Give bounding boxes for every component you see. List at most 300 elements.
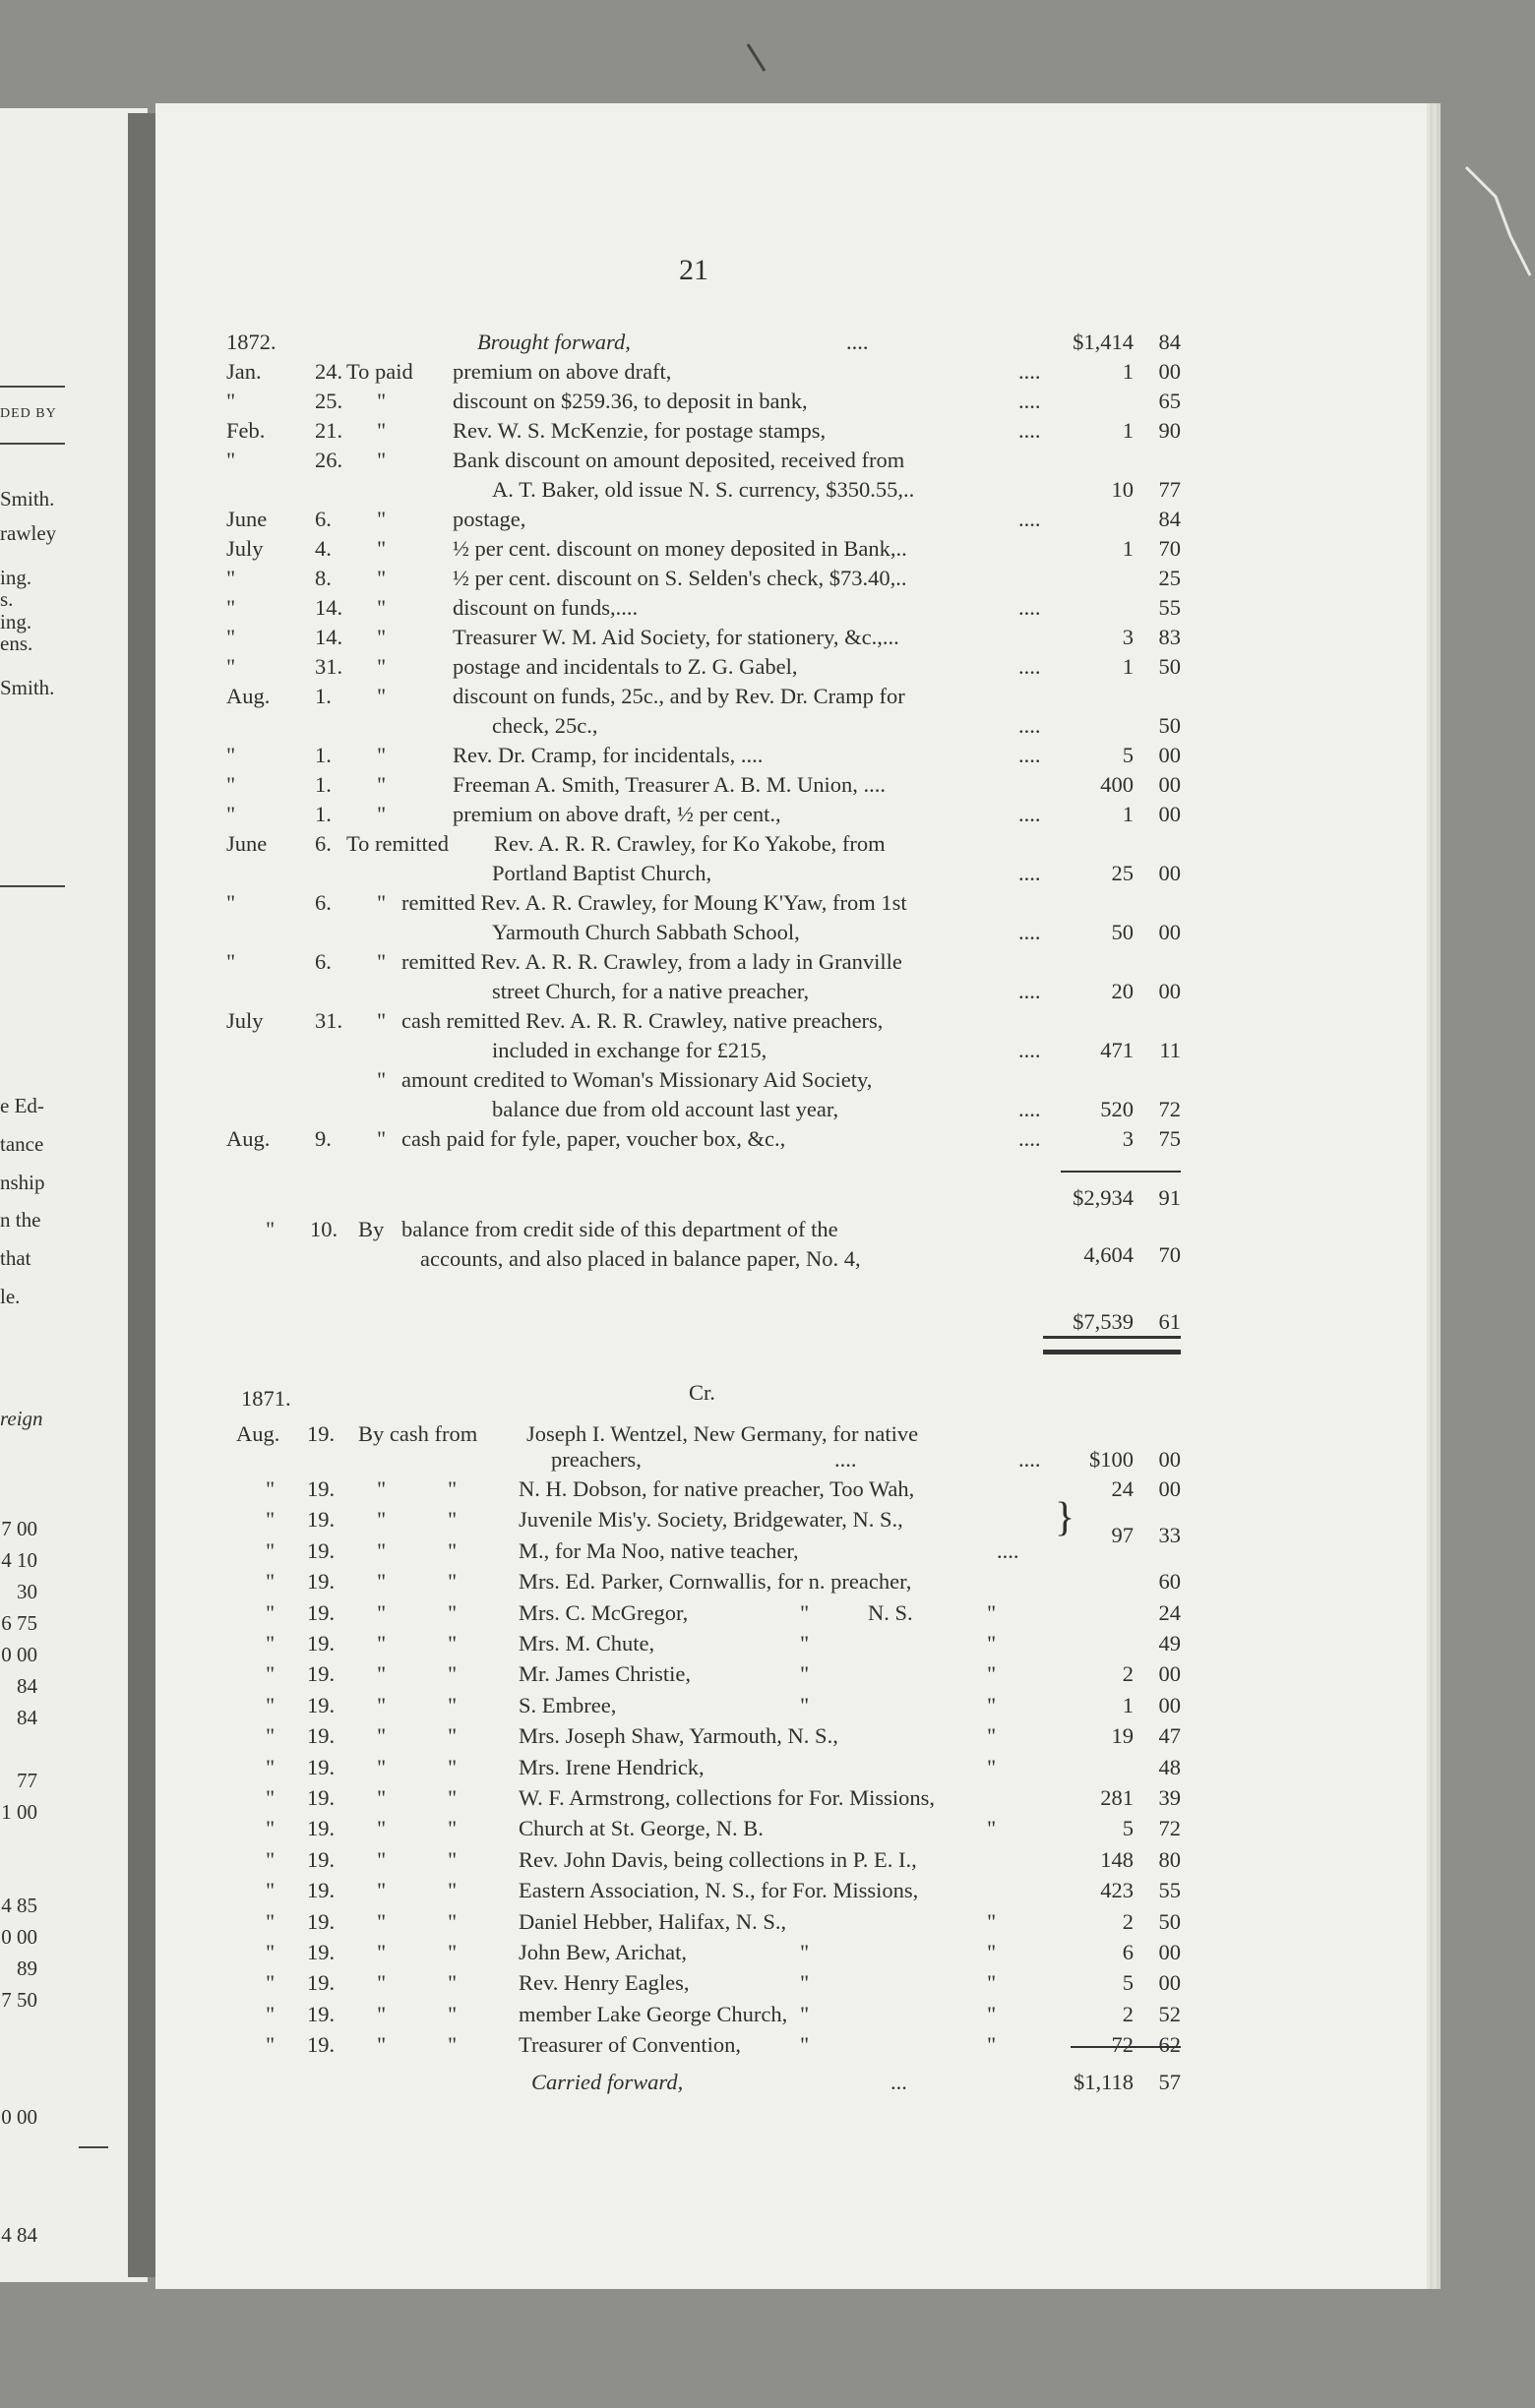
entry-description: S. Embree, bbox=[519, 1693, 617, 1717]
left-page-amount: 4 10 bbox=[1, 1548, 37, 1572]
ditto-mark: " bbox=[377, 1538, 387, 1563]
entry-amount-dollars: 5 bbox=[1122, 743, 1134, 767]
entry-description-continued: accounts, and also placed in balance paper, No. 4, bbox=[420, 1246, 861, 1271]
entry-amount-cents: 47 bbox=[1158, 1723, 1181, 1748]
ditto-mark: " bbox=[987, 1940, 997, 1964]
entry-day: 6. bbox=[315, 831, 332, 856]
entry-description: Juvenile Mis'y. Society, Bridgewater, N. S., bbox=[519, 1507, 903, 1532]
entry-type: " bbox=[377, 625, 387, 649]
entry-day: 10. bbox=[310, 1217, 338, 1241]
entry-type: " bbox=[377, 654, 387, 679]
entry-description-continued: balance due from old account last year, bbox=[492, 1097, 839, 1121]
entry-description: discount on funds,.... bbox=[453, 595, 639, 620]
entry-day: 19. bbox=[307, 1507, 336, 1532]
entry-day: 9. bbox=[315, 1126, 332, 1151]
entry-day: 6. bbox=[315, 890, 332, 915]
entry-type: " bbox=[377, 566, 387, 590]
entry-place: N. S. bbox=[868, 1600, 913, 1625]
leader-dots: .... bbox=[1018, 1097, 1041, 1121]
balance-dollars: 4,604 bbox=[1083, 1242, 1134, 1267]
entry-amount-cents: 33 bbox=[1158, 1523, 1181, 1547]
entry-month: Feb. bbox=[226, 418, 266, 443]
debris-mark bbox=[1456, 148, 1535, 305]
balance-cents: 70 bbox=[1158, 1242, 1181, 1267]
leader-dots: .... bbox=[1018, 1038, 1041, 1062]
entry-type: To paid bbox=[346, 359, 413, 384]
leader-dots: .... bbox=[1018, 507, 1041, 531]
entry-month: " bbox=[266, 1631, 276, 1656]
entry-description: Joseph I. Wentzel, New Germany, for native bbox=[526, 1421, 919, 1446]
entry-amount-dollars: 19 bbox=[1111, 1723, 1134, 1748]
entry-month: " bbox=[266, 1940, 276, 1964]
entry-description: Freeman A. Smith, Treasurer A. B. M. Union, .... bbox=[453, 772, 887, 797]
entry-amount-dollars: 1 bbox=[1122, 536, 1134, 561]
left-page-header-label: DED BY bbox=[0, 406, 57, 421]
entry-day: 19. bbox=[307, 1476, 336, 1501]
ditto-mark: " bbox=[377, 1661, 387, 1686]
leader-dots: .... bbox=[1018, 1126, 1041, 1151]
entry-type: " bbox=[377, 448, 387, 472]
brought-forward-label: Brought forward, bbox=[477, 330, 631, 354]
ditto-mark: " bbox=[987, 1693, 997, 1717]
entry-amount-cents: 52 bbox=[1158, 2002, 1181, 2026]
entry-month: " bbox=[266, 1476, 276, 1501]
entry-description: Church at St. George, N. B. bbox=[519, 1816, 764, 1840]
leader-dots: .... bbox=[997, 1538, 1019, 1563]
credit-heading: Cr. bbox=[689, 1380, 715, 1405]
entry-type: " bbox=[377, 507, 387, 531]
entry-description-continued: Portland Baptist Church, bbox=[492, 861, 712, 885]
left-page-amount: 7 50 bbox=[1, 1988, 37, 2012]
entry-amount-cents: 25 bbox=[1158, 566, 1181, 590]
subtotal-rule bbox=[1061, 1171, 1181, 1173]
entry-description-continued: Yarmouth Church Sabbath School, bbox=[492, 920, 800, 944]
entry-description: amount credited to Woman's Missionary Aid Society, bbox=[401, 1067, 873, 1092]
ditto-mark: " bbox=[987, 1723, 997, 1748]
ditto-mark: " bbox=[800, 1600, 810, 1625]
left-page-fragment: s. bbox=[0, 587, 14, 611]
entry-type: " bbox=[377, 743, 387, 767]
ditto-mark: " bbox=[448, 2002, 458, 2026]
entry-amount-dollars: 1 bbox=[1122, 418, 1134, 443]
entry-description: Mrs. M. Chute, bbox=[519, 1631, 655, 1656]
left-page-fragment: Smith. bbox=[0, 487, 55, 511]
entry-month: " bbox=[266, 1755, 276, 1779]
leader-dots: .... bbox=[1018, 861, 1041, 885]
carried-forward-cents: 57 bbox=[1158, 2070, 1181, 2094]
ditto-mark: " bbox=[377, 1600, 387, 1625]
ditto-mark: " bbox=[377, 1909, 387, 1934]
left-page-amount: 89 bbox=[17, 1956, 37, 1980]
entry-amount-dollars: 50 bbox=[1111, 920, 1134, 944]
entry-day: 31. bbox=[315, 1008, 343, 1033]
ditto-mark: " bbox=[800, 1661, 810, 1686]
entry-amount-dollars: 1 bbox=[1122, 802, 1134, 826]
brought-forward-cents: 84 bbox=[1158, 330, 1181, 354]
entry-day: 1. bbox=[315, 772, 332, 797]
ditto-mark: " bbox=[377, 1693, 387, 1717]
entry-amount-cents: 39 bbox=[1158, 1785, 1181, 1810]
entry-day: 25. bbox=[315, 389, 343, 413]
left-page-fragment: ens. bbox=[0, 632, 33, 655]
entry-amount-dollars: 10 bbox=[1111, 477, 1134, 502]
ditto-mark: " bbox=[800, 1940, 810, 1964]
entry-description: discount on $259.36, to deposit in bank, bbox=[453, 389, 808, 413]
entry-month: " bbox=[266, 1507, 276, 1532]
entry-description-continued: A. T. Baker, old issue N. S. currency, $350.55,.. bbox=[492, 477, 915, 502]
entry-day: 19. bbox=[307, 1878, 336, 1902]
entry-amount-dollars: 400 bbox=[1100, 772, 1134, 797]
ditto-mark: " bbox=[448, 1755, 458, 1779]
entry-type: " bbox=[377, 949, 387, 974]
entry-description: ½ per cent. discount on S. Selden's check, $73.40,.. bbox=[453, 566, 907, 590]
entry-amount-cents: 00 bbox=[1158, 743, 1181, 767]
left-page-amount: 84 bbox=[17, 1674, 37, 1698]
entry-amount-cents: 55 bbox=[1158, 595, 1181, 620]
ditto-mark: " bbox=[987, 1600, 997, 1625]
ditto-mark: " bbox=[377, 1816, 387, 1840]
entry-description: balance from credit side of this department of the bbox=[401, 1217, 838, 1241]
entry-type: " bbox=[377, 1008, 387, 1033]
entry-amount-cents: 49 bbox=[1158, 1631, 1181, 1656]
entry-description: Rev. W. S. McKenzie, for postage stamps, bbox=[453, 418, 827, 443]
entry-description: Mrs. Ed. Parker, Cornwallis, for n. preacher, bbox=[519, 1569, 912, 1594]
ditto-mark: " bbox=[448, 1723, 458, 1748]
ditto-mark: " bbox=[377, 1631, 387, 1656]
entry-day: 19. bbox=[307, 1693, 336, 1717]
entry-day: 19. bbox=[307, 1600, 336, 1625]
entry-type: " bbox=[377, 772, 387, 797]
credit-year: 1871. bbox=[241, 1386, 291, 1411]
entry-month: " bbox=[226, 595, 236, 620]
entry-amount-cents: 48 bbox=[1158, 1755, 1181, 1779]
ditto-mark: " bbox=[448, 1785, 458, 1810]
entry-day: 19. bbox=[307, 1970, 336, 1995]
entry-amount-dollars: 3 bbox=[1122, 625, 1134, 649]
entry-month: " bbox=[226, 949, 236, 974]
leader-dots: .... bbox=[1018, 418, 1041, 443]
credit-subtotal-rule bbox=[1071, 2046, 1181, 2048]
entry-description-continued: preachers, bbox=[551, 1447, 642, 1472]
entry-amount-cents: 62 bbox=[1158, 2032, 1181, 2057]
brought-forward-dollars: $1,414 bbox=[1073, 330, 1134, 354]
ditto-mark: " bbox=[987, 1970, 997, 1995]
page-number: 21 bbox=[679, 254, 708, 286]
entry-description: Rev. Dr. Cramp, for incidentals, .... bbox=[453, 743, 764, 767]
leader-dots: ... bbox=[890, 2070, 907, 2094]
ditto-mark: " bbox=[987, 2002, 997, 2026]
entry-day: 19. bbox=[307, 2032, 336, 2057]
entry-month: " bbox=[226, 802, 236, 826]
ditto-mark: " bbox=[448, 1816, 458, 1840]
ditto-mark: " bbox=[448, 1878, 458, 1902]
entry-description: Mrs. Joseph Shaw, Yarmouth, N. S., bbox=[519, 1723, 838, 1748]
carried-forward-dollars: $1,118 bbox=[1073, 2070, 1134, 2094]
entry-type: " bbox=[377, 1126, 387, 1151]
ditto-mark: " bbox=[800, 2032, 810, 2057]
entry-amount-dollars: 97 bbox=[1111, 1523, 1134, 1547]
entry-day: 19. bbox=[307, 1421, 336, 1446]
ditto-mark: " bbox=[987, 1816, 997, 1840]
debit-subtotal-cents: 91 bbox=[1158, 1185, 1181, 1210]
entry-month: " bbox=[226, 448, 236, 472]
entry-description: Bank discount on amount deposited, received from bbox=[453, 448, 905, 472]
ditto-mark: " bbox=[377, 1940, 387, 1964]
entry-amount-cents: 00 bbox=[1158, 1661, 1181, 1686]
entry-month: " bbox=[226, 566, 236, 590]
leader-dots: .... bbox=[1018, 743, 1041, 767]
entry-description: W. F. Armstrong, collections for For. Missions, bbox=[519, 1785, 936, 1810]
ditto-mark: " bbox=[448, 1940, 458, 1964]
left-page-amount: 7 00 bbox=[1, 1517, 37, 1540]
left-page-amount: 0 00 bbox=[1, 1643, 37, 1666]
entry-month: " bbox=[266, 1693, 276, 1717]
entry-month: June bbox=[226, 831, 268, 856]
entry-description: Mrs. Irene Hendrick, bbox=[519, 1755, 705, 1779]
leader-dots: .... bbox=[1018, 389, 1041, 413]
entry-amount-dollars: 281 bbox=[1100, 1785, 1134, 1810]
entry-day: 14. bbox=[315, 625, 343, 649]
entry-day: 19. bbox=[307, 1847, 336, 1872]
entry-month: " bbox=[266, 2002, 276, 2026]
entry-description-continued: street Church, for a native preacher, bbox=[492, 979, 810, 1003]
entry-description: remitted Rev. A. R. Crawley, for Moung K'Yaw, from 1st bbox=[401, 890, 907, 915]
entry-day: 19. bbox=[307, 1909, 336, 1934]
entry-amount-dollars: 423 bbox=[1100, 1878, 1134, 1902]
entry-amount-cents: 50 bbox=[1158, 713, 1181, 738]
entry-amount-dollars: 5 bbox=[1122, 1970, 1134, 1995]
entry-description: Rev. Henry Eagles, bbox=[519, 1970, 690, 1995]
entry-description: premium on above draft, bbox=[453, 359, 672, 384]
entry-day: 1. bbox=[315, 743, 332, 767]
ditto-mark: " bbox=[800, 1693, 810, 1717]
entry-amount-dollars: $100 bbox=[1089, 1447, 1134, 1472]
entry-type: " bbox=[377, 595, 387, 620]
entry-day: 31. bbox=[315, 654, 343, 679]
entry-amount-cents: 00 bbox=[1158, 1447, 1181, 1472]
entry-description: premium on above draft, ½ per cent., bbox=[453, 802, 781, 826]
entry-description: postage and incidentals to Z. G. Gabel, bbox=[453, 654, 798, 679]
ditto-mark: " bbox=[800, 1631, 810, 1656]
entry-type: To remitted bbox=[346, 831, 450, 856]
entry-type: " bbox=[377, 684, 387, 708]
entry-day: 19. bbox=[307, 1785, 336, 1810]
entry-day: 8. bbox=[315, 566, 332, 590]
entry-day: 6. bbox=[315, 949, 332, 974]
entry-month: " bbox=[226, 389, 236, 413]
left-page-amount: 77 bbox=[17, 1769, 37, 1792]
debris-mark bbox=[743, 39, 772, 79]
left-page-fragment: e Ed- bbox=[0, 1094, 44, 1117]
ditto-mark: " bbox=[448, 1631, 458, 1656]
left-page-amount: 1 00 bbox=[1, 1800, 37, 1824]
entry-day: 6. bbox=[315, 507, 332, 531]
entry-amount-cents: 72 bbox=[1158, 1097, 1181, 1121]
entry-amount-dollars: 2 bbox=[1122, 1909, 1134, 1934]
left-page-amount: 6 75 bbox=[1, 1611, 37, 1635]
left-page-fragment: ing. bbox=[0, 610, 32, 633]
entry-description: postage, bbox=[453, 507, 526, 531]
entry-amount-dollars: 24 bbox=[1111, 1476, 1134, 1501]
entry-amount-dollars: 3 bbox=[1122, 1126, 1134, 1151]
entry-month: " bbox=[266, 1569, 276, 1594]
entry-amount-cents: 00 bbox=[1158, 1970, 1181, 1995]
entry-description: ½ per cent. discount on money deposited in Bank,.. bbox=[453, 536, 907, 561]
entry-type: " bbox=[377, 418, 387, 443]
leader-dots: .... bbox=[1018, 979, 1041, 1003]
entry-description: Eastern Association, N. S., for For. Missions, bbox=[519, 1878, 919, 1902]
entry-month: " bbox=[226, 625, 236, 649]
entry-description: N. H. Dobson, for native preacher, Too Wah, bbox=[519, 1476, 915, 1501]
entry-type: " bbox=[377, 1067, 387, 1092]
entry-month: " bbox=[266, 1600, 276, 1625]
left-page-fragment: n the bbox=[0, 1208, 41, 1232]
ditto-mark: " bbox=[448, 1970, 458, 1995]
entry-month: Aug. bbox=[226, 684, 271, 708]
entry-day: 26. bbox=[315, 448, 343, 472]
entry-day: 19. bbox=[307, 1755, 336, 1779]
entry-amount-cents: 00 bbox=[1158, 920, 1181, 944]
ditto-mark: " bbox=[448, 1693, 458, 1717]
entry-month: " bbox=[226, 743, 236, 767]
total-rule bbox=[1043, 1336, 1181, 1339]
left-page-amount: 0 00 bbox=[1, 1925, 37, 1949]
entry-month: " bbox=[266, 1847, 276, 1872]
ditto-mark: " bbox=[448, 1507, 458, 1532]
ditto-mark: " bbox=[377, 2032, 387, 2057]
left-page-fragment: Smith. bbox=[0, 676, 55, 699]
entry-month: " bbox=[266, 1878, 276, 1902]
entry-type: " bbox=[377, 890, 387, 915]
ditto-mark: " bbox=[987, 1631, 997, 1656]
entry-amount-cents: 70 bbox=[1158, 536, 1181, 561]
entry-month: " bbox=[266, 1217, 276, 1241]
leader-dots: .... bbox=[1018, 595, 1041, 620]
entry-description: Mr. James Christie, bbox=[519, 1661, 691, 1686]
leader-dots: .... bbox=[834, 1447, 857, 1472]
entry-amount-cents: 72 bbox=[1158, 1816, 1181, 1840]
entry-month: July bbox=[226, 536, 264, 561]
ditto-mark: " bbox=[448, 1538, 458, 1563]
entry-amount-dollars: 520 bbox=[1100, 1097, 1134, 1121]
entry-month: " bbox=[266, 1723, 276, 1748]
left-page-fragment: that bbox=[0, 1246, 31, 1270]
ditto-mark: " bbox=[377, 1970, 387, 1995]
entry-day: 19. bbox=[307, 1940, 336, 1964]
entry-type: By bbox=[358, 1217, 385, 1241]
entry-amount-dollars: 2 bbox=[1122, 1661, 1134, 1686]
left-page-amount: 30 bbox=[17, 1580, 37, 1603]
left-page-rule bbox=[79, 2146, 108, 2148]
ditto-mark: " bbox=[448, 1847, 458, 1872]
left-page-fragment: le. bbox=[0, 1285, 21, 1308]
entry-amount-dollars: 25 bbox=[1111, 861, 1134, 885]
entry-amount-cents: 00 bbox=[1158, 861, 1181, 885]
entry-day: 19. bbox=[307, 1661, 336, 1686]
entry-amount-cents: 11 bbox=[1159, 1038, 1181, 1062]
entry-month: " bbox=[266, 1816, 276, 1840]
entry-month: July bbox=[226, 1008, 264, 1033]
entry-month: " bbox=[226, 654, 236, 679]
left-page-amount: 4 85 bbox=[1, 1894, 37, 1917]
ditto-mark: " bbox=[377, 1507, 387, 1532]
entry-type: By cash from bbox=[358, 1421, 478, 1446]
entry-description: Rev. A. R. R. Crawley, for Ko Yakobe, from bbox=[494, 831, 886, 856]
entry-description: M., for Ma Noo, native teacher, bbox=[519, 1538, 799, 1563]
entry-amount-cents: 65 bbox=[1158, 389, 1181, 413]
entry-amount-cents: 80 bbox=[1158, 1847, 1181, 1872]
ditto-mark: " bbox=[448, 1476, 458, 1501]
entry-month: " bbox=[266, 1661, 276, 1686]
left-page-fragment: ing. bbox=[0, 566, 32, 589]
entry-day: 19. bbox=[307, 1631, 336, 1656]
entry-amount-cents: 00 bbox=[1158, 359, 1181, 384]
entry-day: 19. bbox=[307, 1816, 336, 1840]
entry-amount-cents: 00 bbox=[1158, 1693, 1181, 1717]
ditto-mark: " bbox=[448, 1600, 458, 1625]
entry-month: Aug. bbox=[236, 1421, 280, 1446]
leader-dots: .... bbox=[1018, 654, 1041, 679]
entry-amount-cents: 50 bbox=[1158, 1909, 1181, 1934]
entry-description: Daniel Hebber, Halifax, N. S., bbox=[519, 1909, 787, 1934]
bracket-brace: } bbox=[1055, 1495, 1075, 1540]
entry-day: 19. bbox=[307, 1538, 336, 1563]
entry-day: 21. bbox=[315, 418, 343, 443]
leader-dots: .... bbox=[1018, 359, 1041, 384]
entry-description: Rev. John Davis, being collections in P. E. I., bbox=[519, 1847, 917, 1872]
entry-day: 14. bbox=[315, 595, 343, 620]
entry-month: " bbox=[226, 772, 236, 797]
entry-amount-cents: 83 bbox=[1158, 625, 1181, 649]
entry-day: 4. bbox=[315, 536, 332, 561]
entry-type: " bbox=[377, 802, 387, 826]
ditto-mark: " bbox=[800, 1970, 810, 1995]
entry-amount-cents: 90 bbox=[1158, 418, 1181, 443]
entry-month: " bbox=[266, 2032, 276, 2057]
entry-day: 19. bbox=[307, 2002, 336, 2026]
entry-amount-dollars: 1 bbox=[1122, 1693, 1134, 1717]
leader-dots: .... bbox=[1018, 802, 1041, 826]
ditto-mark: " bbox=[377, 1569, 387, 1594]
entry-day: 1. bbox=[315, 802, 332, 826]
entry-day: 19. bbox=[307, 1723, 336, 1748]
entry-amount-cents: 24 bbox=[1158, 1600, 1181, 1625]
left-page-fragment: nship bbox=[0, 1171, 45, 1194]
entry-month: " bbox=[266, 1785, 276, 1810]
entry-amount-cents: 00 bbox=[1158, 802, 1181, 826]
entry-amount-cents: 60 bbox=[1158, 1569, 1181, 1594]
entry-description: John Bew, Arichat, bbox=[519, 1940, 688, 1964]
ditto-mark: " bbox=[377, 1755, 387, 1779]
ditto-mark: " bbox=[448, 1661, 458, 1686]
entry-amount-cents: 77 bbox=[1158, 477, 1181, 502]
entry-amount-dollars: 6 bbox=[1122, 1940, 1134, 1964]
ditto-mark: " bbox=[987, 1755, 997, 1779]
leader-dots: .... bbox=[1018, 920, 1041, 944]
entry-month: Aug. bbox=[226, 1126, 271, 1151]
entry-day: 24. bbox=[315, 359, 343, 384]
entry-amount-cents: 00 bbox=[1158, 979, 1181, 1003]
ditto-mark: " bbox=[377, 2002, 387, 2026]
left-page-fragment: tance bbox=[0, 1132, 44, 1156]
left-page-amount: 4 84 bbox=[1, 2223, 37, 2247]
ditto-mark: " bbox=[448, 1909, 458, 1934]
entry-month: " bbox=[266, 1538, 276, 1563]
entry-description: Treasurer of Convention, bbox=[519, 2032, 742, 2057]
entry-amount-cents: 00 bbox=[1158, 1476, 1181, 1501]
entry-description: remitted Rev. A. R. R. Crawley, from a lady in Granville bbox=[401, 949, 902, 974]
ditto-mark: " bbox=[377, 1847, 387, 1872]
